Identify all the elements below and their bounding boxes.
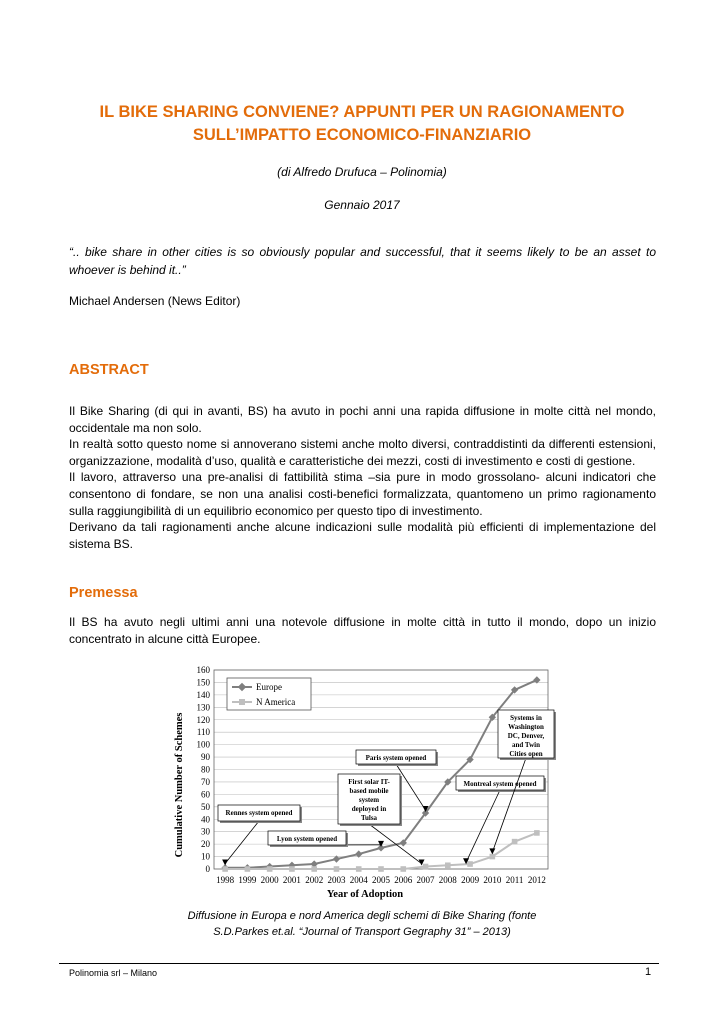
y-tick-label: 100 [196,739,210,750]
annotation-arrowhead [489,848,495,854]
author-line: (di Alfredo Drufuca – Polinomia) [277,165,447,179]
annotation-text: Tulsa [360,814,378,822]
figure-caption-line-2: S.D.Parkes et.al. “Journal of Transport Gegraphy 31” – 2013) [213,926,511,938]
y-tick-label: 70 [201,776,210,787]
abstract-paragraph-2: In realtà sotto questo nome si annoverano sistemi anche molto diversi, contraddistinti da differenti estensioni, organizzazione, modalità d’uso, qualità e caratteristiche dei mezzi, costi di investimento e costi di gestione. [69,437,656,468]
x-tick-label: 2009 [461,875,480,885]
data-point-namerica [356,866,362,872]
y-axis-label: Cumulative Number of Schemes [174,712,185,858]
y-tick-label: 0 [205,864,210,874]
chart-annotations [218,710,556,866]
annotation-text: Paris system opened [365,754,427,762]
y-tick-label: 120 [196,714,210,725]
x-tick-label: 2008 [438,875,457,885]
data-point-namerica [467,861,473,867]
annotation-arrow [225,821,259,864]
annotation-text: Rennes system opened [225,809,293,817]
y-tick-label: 110 [196,727,210,738]
data-point-namerica [267,866,273,872]
x-tick-label: 2004 [349,875,368,885]
annotation-arrowhead [222,860,228,866]
x-tick-label: 2000 [260,875,279,885]
epigraph-quote: “.. bike share in other cities is so obviously popular and successful, that it seems likely to be an asset to whoever is behind it..” [69,245,656,277]
bike-sharing-chart [170,660,560,905]
y-tick-label: 130 [196,702,210,713]
data-point-namerica [289,866,295,872]
y-tick-label: 60 [201,789,210,800]
data-point-namerica [222,866,228,872]
data-point-namerica [400,866,406,872]
data-point-namerica [490,854,496,860]
legend-europe-label: Europe [256,682,282,692]
x-tick-label: 1999 [238,875,257,885]
legend-namerica-label: N America [256,697,296,707]
y-tick-label: 80 [201,764,210,775]
abstract-paragraph-1: Il Bike Sharing (di qui in avanti, BS) ha avuto in pochi anni una rapida diffusione in molte città nel mondo, occidentale ma non solo. [69,404,656,435]
chart-legend [227,678,311,710]
data-point-namerica [311,866,317,872]
x-tick-label: 2011 [505,875,524,885]
x-tick-labels [216,875,546,885]
quote-author: Michael Andersen (News Editor) [69,294,241,308]
annotation-text: Washington [508,723,544,731]
date-line: Gennaio 2017 [324,198,400,212]
x-tick-label: 2002 [305,875,324,885]
x-tick-label: 2006 [394,875,413,885]
data-point-namerica [534,830,540,836]
abstract-body [69,403,656,552]
annotation-text: based mobile [349,787,389,795]
data-point-namerica [512,839,518,845]
data-point-namerica [423,864,429,870]
annotation-text: Systems in [510,714,542,722]
x-tick-label: 2012 [527,875,546,885]
premessa-paragraph: Il BS ha avuto negli ultimi anni una notevole diffusione in molte città in tutto il mondo, dopo un inizio concentrato in alcune città Europee. [69,615,656,646]
annotation-text: and Twin [512,741,540,749]
annotation-arrow [466,790,500,862]
annotation-text: deployed in [351,805,387,813]
document-title-line-1: IL BIKE SHARING CONVIENE? APPUNTI PER UN RAGIONAMENTO [99,103,625,121]
y-tick-labels [197,665,211,874]
annotation-text: First solar IT- [348,778,390,786]
x-tick-label: 2010 [483,875,502,885]
x-tick-label: 1998 [216,875,235,885]
figure-caption-line-1: Diffusione in Europa e nord America degli schemi di Bike Sharing (fonte [187,910,537,922]
annotation-text: Montreal system opened [463,780,537,788]
y-tick-label: 90 [201,752,210,763]
annotation-text: system [358,796,380,804]
y-tick-label: 50 [201,801,210,812]
y-tick-label: 140 [196,689,210,700]
x-tick-label: 2001 [282,875,301,885]
data-point-namerica [334,866,340,872]
y-tick-label: 20 [201,839,210,850]
page-number: 1 [645,966,652,978]
x-tick-label: 2003 [327,875,346,885]
annotation-text: Cities open [509,750,543,758]
x-tick-label: 2005 [372,875,390,885]
footer-rule [59,963,659,964]
legend-namerica-marker [239,699,245,705]
document-title-line-2: SULL’IMPATTO ECONOMICO-FINANZIARIO [192,126,532,144]
data-point-namerica [445,862,451,868]
y-tick-label: 160 [196,665,210,675]
data-point-namerica [378,866,384,872]
annotation-text: DC, Denver, [507,732,545,740]
abstract-heading: ABSTRACT [69,362,149,378]
y-tick-label: 30 [201,826,210,837]
footer-company: Polinomia srl – Milano [69,968,158,978]
x-axis-label: Year of Adoption [326,889,404,900]
abstract-paragraph-3: Il lavoro, attraverso una pre-analisi di fattibilità stima –sia pure in modo grossolano- alcuni indicatori che consentono di fondare, se non una analisi costi-benefici formalizzata, quantomeno un primo ragionamento sulla raggiungibilità di un equilibrio economico per questo tipo di investimento. [69,470,656,518]
abstract-paragraph-4: Derivano da tali ragionamenti anche alcune indicazioni sulle modalità più efficienti di implementazione del sistema BS. [69,520,656,551]
data-point-namerica [245,866,251,872]
y-tick-label: 10 [201,851,210,862]
y-tick-label: 40 [201,814,210,825]
y-tick-label: 150 [196,677,210,688]
annotation-text: Lyon system opened [276,835,338,843]
x-tick-label: 2007 [416,875,435,885]
premessa-heading: Premessa [69,585,138,601]
